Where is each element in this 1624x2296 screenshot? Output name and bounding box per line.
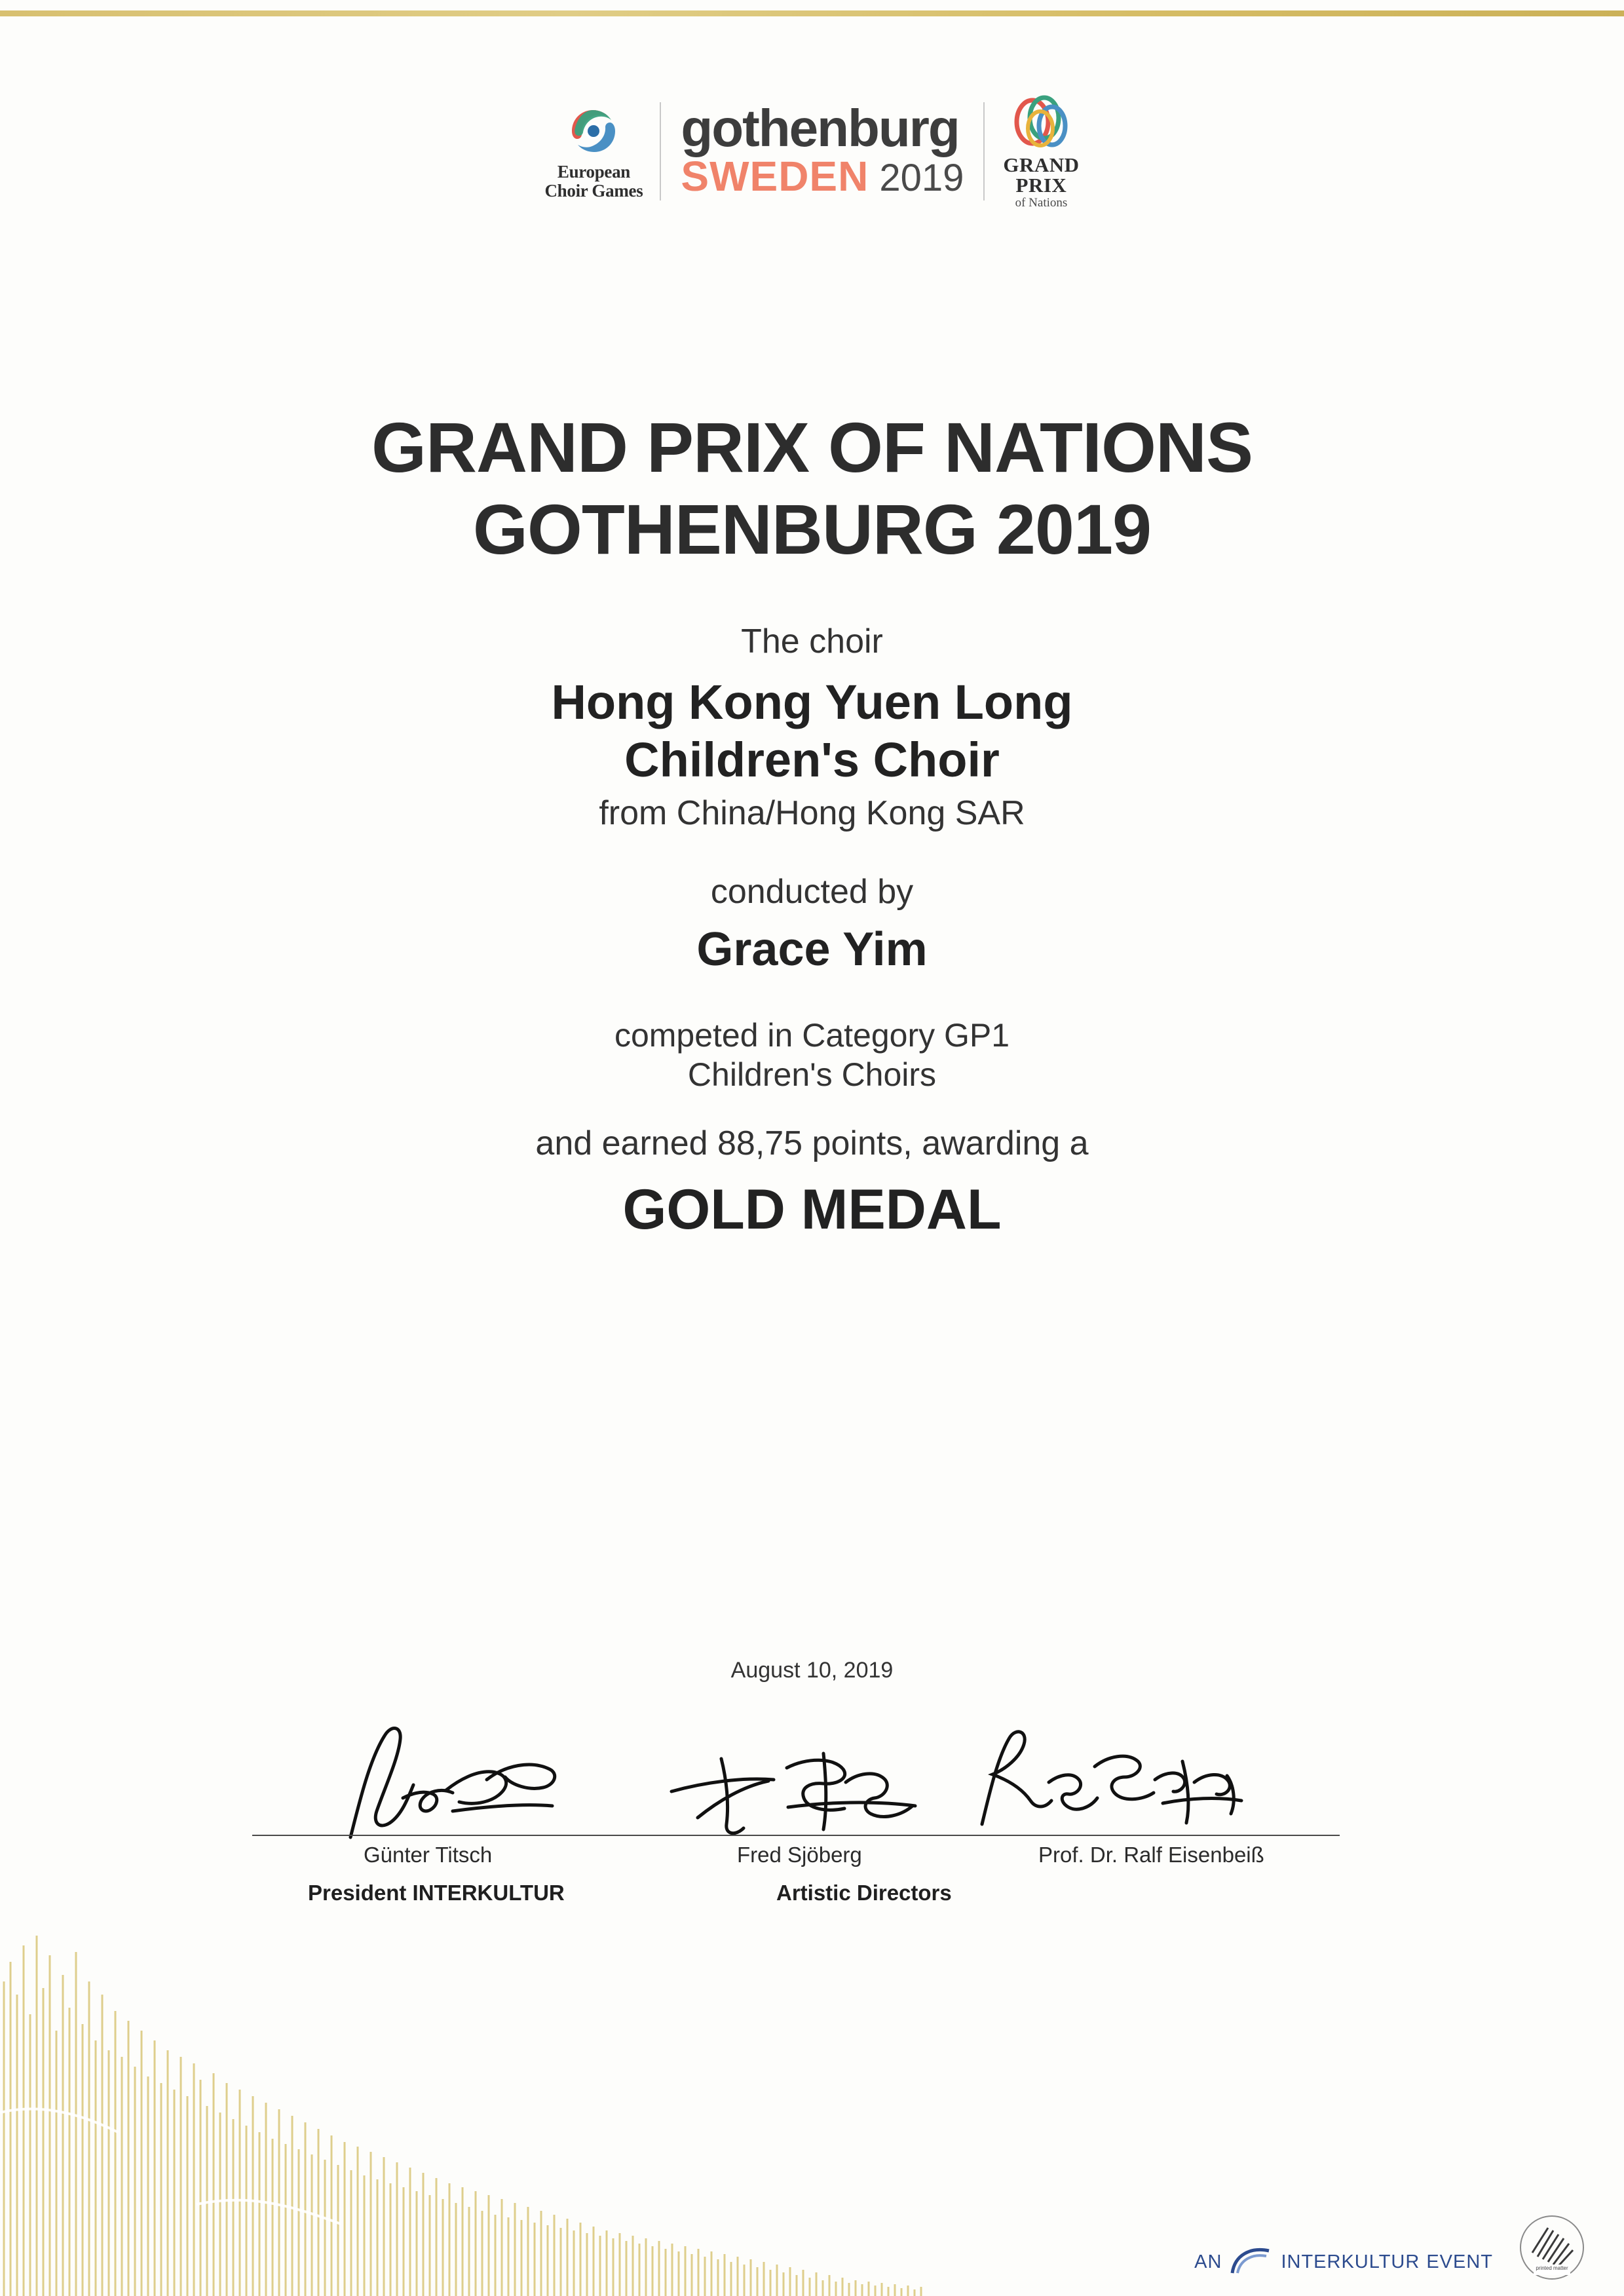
- decorative-soundwave-bars: [0, 1916, 983, 2296]
- signatory-name-1: Fred Sjöberg: [737, 1843, 862, 1867]
- interkultur-arc-icon: [1228, 2246, 1274, 2279]
- award-label: GOLD MEDAL: [622, 1178, 1002, 1241]
- grand-prix-line2: PRIX: [1015, 174, 1067, 197]
- signature-names: [252, 1843, 1340, 1875]
- grand-prix-rings-icon: [1006, 92, 1076, 155]
- certificate-title-line2: GOTHENBURG 2019: [472, 489, 1152, 569]
- signature-gunter-titsch: [324, 1719, 573, 1844]
- signatory-role-0: President INTERKULTUR: [308, 1881, 565, 1905]
- category-line: competed in Category GP1: [614, 1017, 1010, 1054]
- sweden-text: SWEDEN: [681, 153, 869, 200]
- choir-name-line2: Children's Choir: [624, 733, 1000, 787]
- interkultur-event-footer: [1194, 2246, 1493, 2279]
- award-date: August 10, 2019: [730, 1658, 894, 1683]
- gothenburg-text: gothenburg: [681, 99, 959, 157]
- certificate-body: [0, 406, 1624, 1244]
- signatory-name-2: Prof. Dr. Ralf Eisenbeiß: [1038, 1843, 1264, 1867]
- signature-ralf-eisenbeiss: [966, 1719, 1248, 1844]
- printed-matter-seal-icon: [1518, 2213, 1586, 2282]
- footer-prefix: AN: [1194, 2251, 1222, 2272]
- conducted-by-label: conducted by: [710, 873, 914, 911]
- year-text: 2019: [879, 157, 964, 199]
- grand-prix-line3: of Nations: [1015, 196, 1068, 210]
- conductor-name: Grace Yim: [696, 923, 928, 976]
- header-logos: [0, 92, 1624, 210]
- signature-fred-sjoberg: [658, 1719, 920, 1844]
- the-choir-label: The choir: [741, 622, 883, 660]
- footer-suffix: EVENT: [1426, 2251, 1493, 2272]
- svg-text:printed matter: printed matter: [1536, 2265, 1568, 2271]
- ecg-label-line1: European: [557, 161, 631, 182]
- gothenburg-wordmark: [661, 99, 983, 200]
- european-choir-games-logo: [544, 102, 660, 201]
- certificate-title-line1: GRAND PRIX OF NATIONS: [371, 408, 1253, 487]
- points-line: and earned 88,75 points, awarding a: [535, 1124, 1089, 1162]
- footer-brand: INTERKULTUR: [1281, 2251, 1420, 2272]
- grand-prix-line1: GRAND: [1003, 153, 1080, 176]
- grand-prix-logo: [985, 92, 1079, 210]
- signature-baseline: [252, 1835, 1340, 1836]
- choir-name-line1: Hong Kong Yuen Long: [551, 675, 1073, 729]
- choir-games-swirl-icon: [555, 102, 632, 160]
- signatory-name-0: Günter Titsch: [364, 1843, 493, 1867]
- ecg-label-line2: Choir Games: [544, 180, 643, 201]
- category-name: Children's Choirs: [687, 1056, 937, 1093]
- choir-origin: from China/Hong Kong SAR: [599, 794, 1025, 832]
- signature-roles: [252, 1881, 1340, 1913]
- top-gold-rule: [0, 10, 1624, 16]
- signature-row: [252, 1717, 1340, 1841]
- signatory-role-1: Artistic Directors: [776, 1881, 952, 1905]
